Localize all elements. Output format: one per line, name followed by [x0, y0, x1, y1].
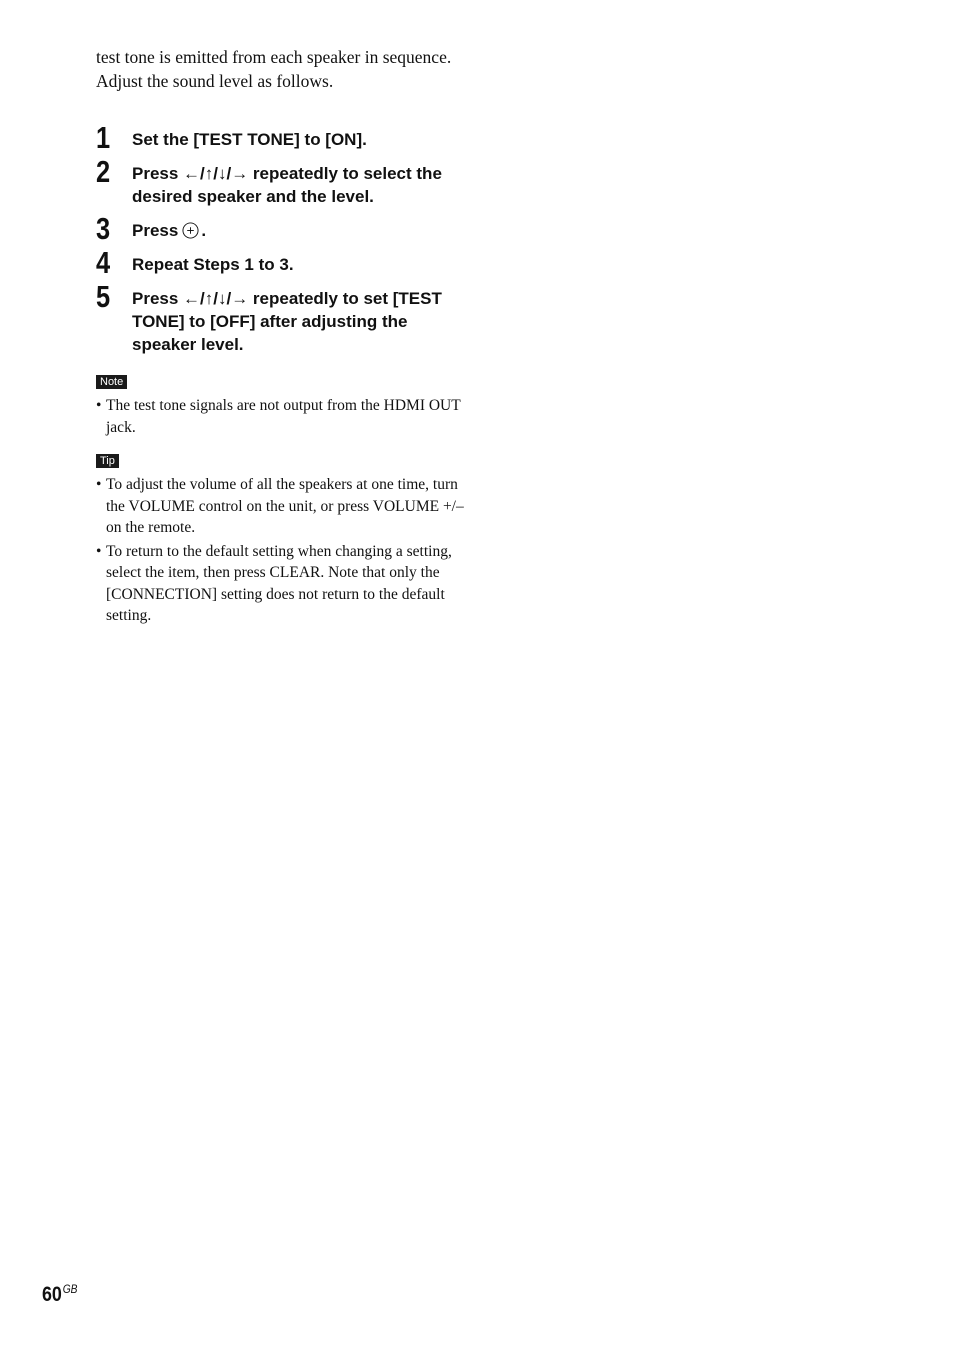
note-label: Note — [96, 375, 127, 389]
note-section — [96, 372, 468, 440]
step-text-after: . — [201, 221, 207, 240]
note-item: • The test tone signals are not output from the HDMI OUT jack. — [96, 395, 468, 438]
note-list — [96, 395, 468, 438]
intro-line-2: Adjust the sound level as follows. — [96, 71, 334, 91]
step-text: Set the [TEST TONE] to [ON]. — [132, 130, 367, 149]
tip-label: Tip — [96, 454, 119, 468]
steps-list — [96, 122, 468, 356]
step-3 — [96, 211, 468, 246]
step-5 — [96, 279, 468, 356]
page-number-suffix: GB — [62, 1282, 78, 1296]
step-number: 4 — [96, 245, 111, 280]
intro-line-1: test tone is emitted from each speaker in sequence. — [96, 47, 452, 67]
intro-text — [96, 45, 468, 93]
step-text-before: Press — [132, 221, 179, 240]
enter-button-icon — [182, 222, 199, 239]
step-number: 3 — [96, 211, 111, 246]
tip-section — [96, 451, 468, 629]
step-number: 5 — [96, 279, 111, 314]
step-2 — [96, 154, 468, 208]
step-text: Press ←/↑/↓/→ repeatedly to select the desired speaker and the level. — [132, 164, 442, 206]
tip-item: • To adjust the volume of all the speakers at one time, turn the VOLUME control on the unit, or press VOLUME +/– on the remote. — [96, 474, 468, 539]
step-number: 2 — [96, 154, 111, 189]
page-number-value: 60 — [42, 1283, 62, 1306]
step-text: Press ←/↑/↓/→ repeatedly to set [TEST TONE] to [OFF] after adjusting the speaker level. — [132, 289, 442, 354]
tip-item: • To return to the default setting when changing a setting, select the item, then press CLEAR. Note that only the [CONNECTION] setting does not return to the default setting. — [96, 541, 468, 627]
page-number — [42, 1282, 77, 1307]
step-1 — [96, 120, 468, 155]
step-text — [132, 219, 468, 242]
step-4 — [96, 245, 468, 280]
step-text: Repeat Steps 1 to 3. — [132, 255, 294, 274]
tip-list — [96, 474, 468, 627]
step-number: 1 — [96, 120, 111, 155]
